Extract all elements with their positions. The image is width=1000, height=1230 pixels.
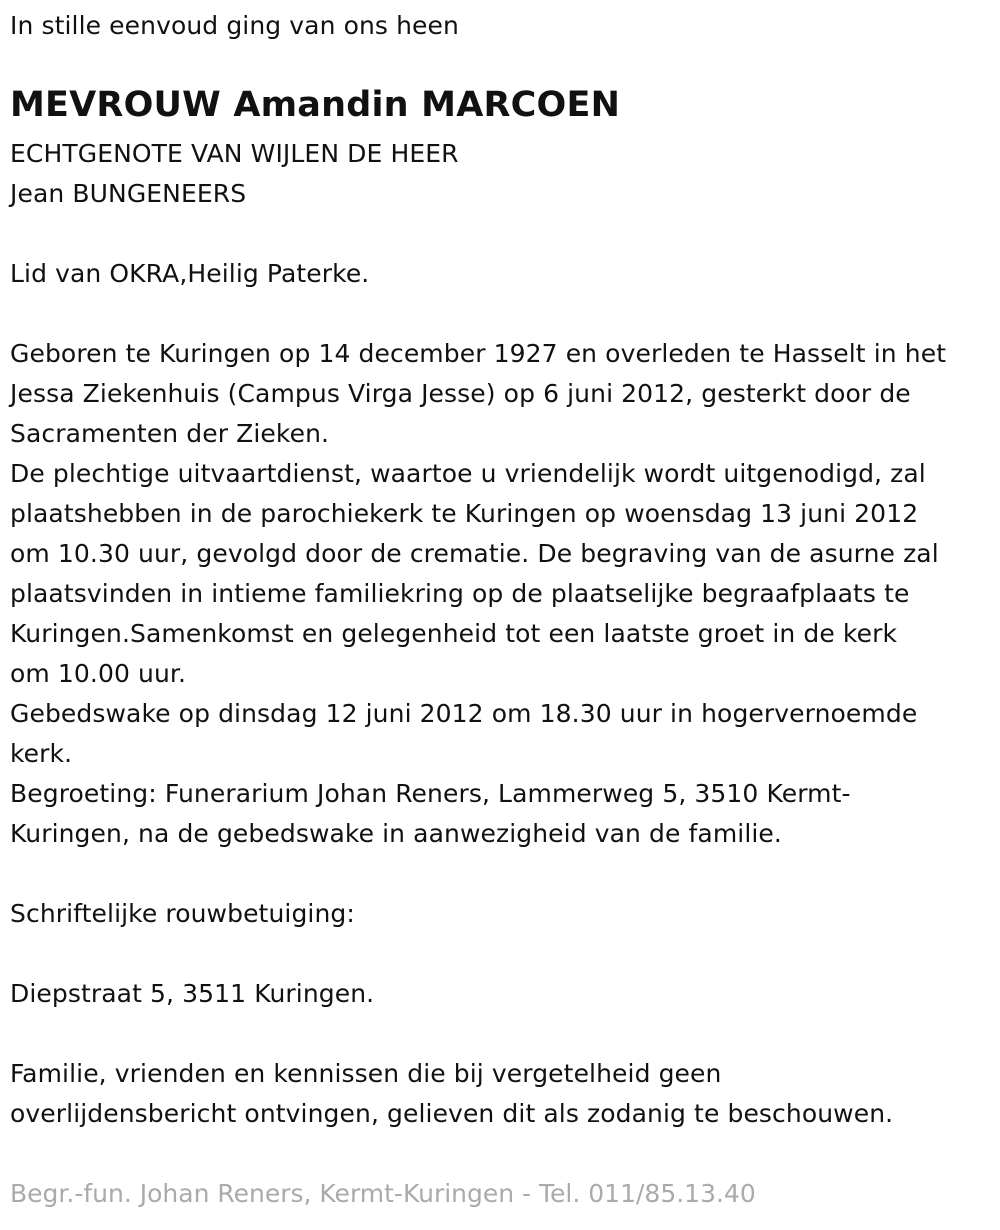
body-line: kerk.: [10, 739, 73, 768]
condolence-address: Diepstraat 5, 3511 Kuringen.: [10, 979, 375, 1008]
body-text: [10, 334, 946, 854]
funeral-home-footer: Begr.-fun. Johan Reners, Kermt-Kuringen - Tel. 011/85.13.40: [10, 1179, 756, 1208]
closing-block: [10, 1054, 893, 1134]
body-line: plaatsvinden in intieme familiekring op de plaatselijke begraafplaats te: [10, 579, 910, 608]
condolence-label: Schriftelijke rouwbetuiging:: [10, 899, 355, 928]
body-line: Kuringen, na de gebedswake in aanwezigheid van de familie.: [10, 819, 782, 848]
closing-line: overlijdensbericht ontvingen, gelieven dit als zodanig te beschouwen.: [10, 1099, 894, 1128]
intro-text: In stille eenvoud ging van ons heen: [10, 11, 459, 40]
closing-line: Familie, vrienden en kennissen die bij vergetelheid geen: [10, 1059, 722, 1088]
body-line: Jessa Ziekenhuis (Campus Virga Jesse) op 6 juni 2012, gesterkt door de: [10, 379, 911, 408]
membership-block: [10, 254, 369, 294]
body-line: om 10.00 uur.: [10, 659, 187, 688]
deceased-name: MEVROUW Amandin MARCOEN: [10, 85, 621, 125]
body-line: Geboren te Kuringen op 14 december 1927 en overleden te Hasselt in het: [10, 339, 947, 368]
body-line: Gebedswake op dinsdag 12 juni 2012 om 18.30 uur in hogervernoemde: [10, 699, 918, 728]
spouse-block: [10, 134, 459, 214]
membership-text: Lid van OKRA,Heilig Paterke.: [10, 259, 370, 288]
body-line: Begroeting: Funerarium Johan Reners, Lammerweg 5, 3510 Kermt-: [10, 779, 851, 808]
spouse-name: Jean BUNGENEERS: [10, 179, 247, 208]
condolence-block: [10, 894, 355, 934]
body-line: plaatshebben in de parochiekerk te Kuringen op woensdag 13 juni 2012: [10, 499, 919, 528]
body-line: De plechtige uitvaartdienst, waartoe u vriendelijk wordt uitgenodigd, zal: [10, 459, 926, 488]
spouse-title: ECHTGENOTE VAN WIJLEN DE HEER: [10, 139, 459, 168]
body-line: Sacramenten der Zieken.: [10, 419, 330, 448]
body-line: om 10.30 uur, gevolgd door de crematie. De begraving van de asurne zal: [10, 539, 939, 568]
body-line: Kuringen.Samenkomst en gelegenheid tot een laatste groet in de kerk: [10, 619, 898, 648]
address-block: [10, 974, 374, 1014]
